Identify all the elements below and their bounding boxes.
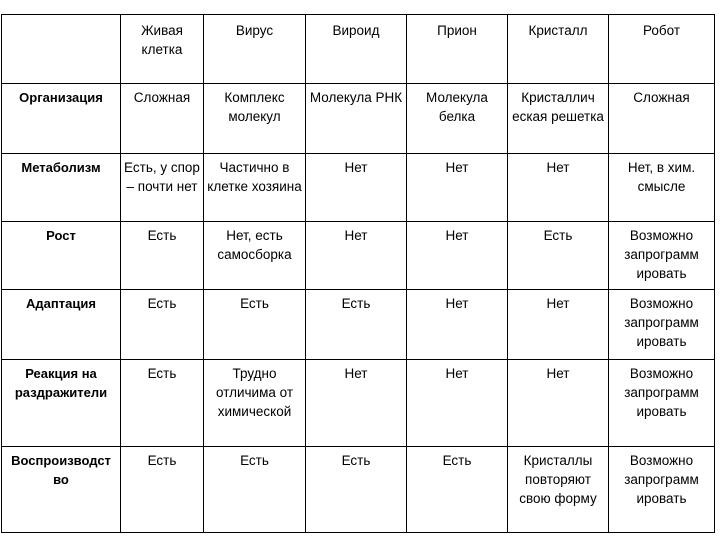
table-cell: Возможно запрограмм ировать <box>609 360 715 447</box>
row-header: Реакция на раздражители <box>2 360 121 447</box>
table-row-reproduction <box>2 447 715 533</box>
row-header: Организация <box>2 84 121 154</box>
table-cell: Есть <box>306 290 407 360</box>
table-cell: Возможно запрограмм ировать <box>609 222 715 290</box>
row-header: Рост <box>2 222 121 290</box>
table-cell: Есть <box>306 447 407 533</box>
table-cell: Нет, в хим. смысле <box>609 154 715 222</box>
table-cell: Молекула РНК <box>306 84 407 154</box>
table-cell: Комплекс молекул <box>204 84 306 154</box>
column-header-living-cell: Живая клетка <box>121 15 204 84</box>
table-row-organization <box>2 84 715 154</box>
table-cell: Нет <box>508 360 609 447</box>
row-header: Метаболизм <box>2 154 121 222</box>
table-cell: Нет <box>306 222 407 290</box>
table-cell: Есть <box>121 290 204 360</box>
column-header-prion: Прион <box>407 15 508 84</box>
table-cell: Кристаллич еская решетка <box>508 84 609 154</box>
table-cell: Нет <box>407 360 508 447</box>
column-header-virus: Вирус <box>204 15 306 84</box>
table-cell: Нет, есть самосборка <box>204 222 306 290</box>
table-cell: Есть <box>508 222 609 290</box>
table-cell: Нет <box>306 360 407 447</box>
table-cell: Есть, у спор – почти нет <box>121 154 204 222</box>
table-cell: Есть <box>121 447 204 533</box>
table-cell: Нет <box>407 222 508 290</box>
table-row-reaction <box>2 360 715 447</box>
table-row-adaptation <box>2 290 715 360</box>
header-row <box>2 15 715 84</box>
table-cell: Сложная <box>609 84 715 154</box>
table-cell: Есть <box>204 290 306 360</box>
table-row-growth <box>2 222 715 290</box>
table-cell: Нет <box>508 290 609 360</box>
table-cell: Возможно запрограмм ировать <box>609 290 715 360</box>
column-header-crystal: Кристалл <box>508 15 609 84</box>
row-header: Воспроизводст во <box>2 447 121 533</box>
table-cell: Трудно отличима от химической <box>204 360 306 447</box>
table-row-metabolism <box>2 154 715 222</box>
table-cell: Есть <box>407 447 508 533</box>
column-header-viroid: Вироид <box>306 15 407 84</box>
row-header: Адаптация <box>2 290 121 360</box>
table-cell: Возможно запрограмм ировать <box>609 447 715 533</box>
table-cell: Нет <box>407 290 508 360</box>
table-cell: Частично в клетке хозяина <box>204 154 306 222</box>
table-cell: Есть <box>121 222 204 290</box>
table-cell: Нет <box>508 154 609 222</box>
comparison-table <box>1 14 715 533</box>
corner-cell <box>2 15 121 84</box>
table-cell: Нет <box>306 154 407 222</box>
table-cell: Молекула белка <box>407 84 508 154</box>
table-cell: Сложная <box>121 84 204 154</box>
column-header-robot: Робот <box>609 15 715 84</box>
table-cell: Есть <box>204 447 306 533</box>
table-cell: Кристаллы повторяют свою форму <box>508 447 609 533</box>
table-cell: Есть <box>121 360 204 447</box>
table-cell: Нет <box>407 154 508 222</box>
